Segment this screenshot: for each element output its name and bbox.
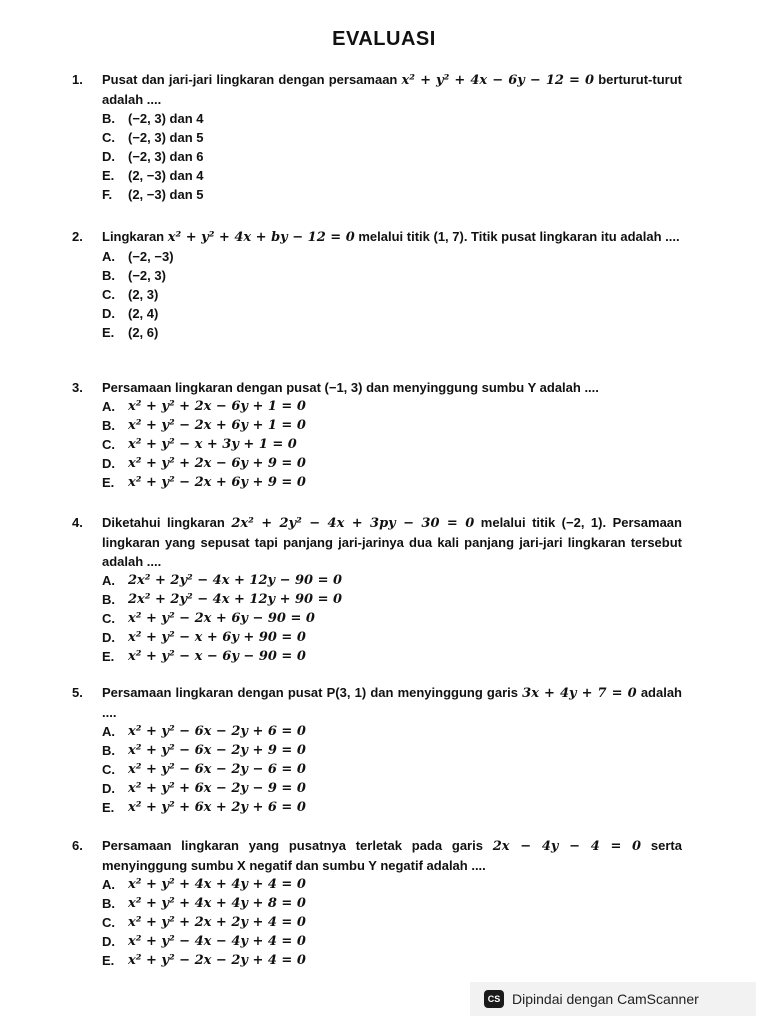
option-text: x² + y² + 6x − 2y − 9 = 0	[128, 781, 306, 796]
option-letter: D.	[102, 630, 115, 645]
option-text: x² + y² − 4x − 4y + 4 = 0	[128, 934, 306, 949]
option-text: x² + y² + 6x + 2y + 6 = 0	[128, 800, 306, 815]
option-text: 2x² + 2y² − 4x + 12y + 90 = 0	[128, 592, 343, 607]
option-text: x² + y² − 2x + 6y + 9 = 0	[128, 475, 306, 490]
option-text: x² + y² + 2x − 6y + 9 = 0	[128, 456, 306, 471]
option-letter: F.	[102, 187, 113, 202]
option-text: x² + y² − 2x − 2y + 4 = 0	[128, 953, 306, 968]
question-text-segment: berturut-turut adalah ....	[102, 72, 682, 107]
option-text: (2, 4)	[128, 306, 159, 321]
option-text: x² + y² − x + 3y + 1 = 0	[128, 437, 297, 452]
question-number: 1.	[72, 72, 83, 87]
option-text: (−2, 3) dan 6	[128, 149, 204, 164]
option-text: x² + y² + 2x + 2y + 4 = 0	[128, 915, 306, 930]
option-text: x² + y² − 2x + 6y − 90 = 0	[128, 611, 315, 626]
option-text: x² + y² − 6x − 2y − 6 = 0	[128, 762, 306, 777]
answer-option	[102, 894, 682, 913]
option-letter: A.	[102, 724, 115, 739]
option-letter: C.	[102, 915, 115, 930]
question-text-segment: melalui titik (1, 7). Titik pusat lingkaran itu adalah ....	[354, 229, 680, 244]
option-text: x² + y² − 6x − 2y + 6 = 0	[128, 724, 306, 739]
option-letter: C.	[102, 611, 115, 626]
question-text	[102, 836, 682, 875]
option-text: x² + y² + 4x + 4y + 8 = 0	[128, 896, 306, 911]
option-letter: C.	[102, 130, 115, 145]
question-2	[72, 227, 682, 342]
option-text: (2, 3)	[128, 287, 159, 302]
answer-option	[102, 609, 682, 628]
question-equation: 2x² + 2y² − 4x + 3py − 30 = 0	[231, 516, 475, 531]
watermark-label: Dipindai dengan CamScanner	[512, 991, 699, 1007]
question-text-segment: Lingkaran	[102, 229, 168, 244]
answer-option	[102, 109, 682, 128]
option-letter: D.	[102, 781, 115, 796]
question-text	[102, 513, 682, 571]
question-text	[102, 378, 682, 397]
answer-option	[102, 185, 682, 204]
page-title: EVALUASI	[332, 28, 436, 50]
option-letter: A.	[102, 877, 115, 892]
answer-option	[102, 416, 682, 435]
option-letter: A.	[102, 399, 115, 414]
question-text-segment: Pusat dan jari-jari lingkaran dengan persamaan	[102, 72, 402, 87]
option-letter: E.	[102, 168, 115, 183]
answer-option	[102, 913, 682, 932]
answer-option	[102, 760, 682, 779]
option-text: 2x² + 2y² − 4x + 12y − 90 = 0	[128, 573, 343, 588]
answer-option	[102, 722, 682, 741]
option-text: x² + y² − 6x − 2y + 9 = 0	[128, 743, 306, 758]
option-text: (2, 6)	[128, 325, 159, 340]
answer-option	[102, 285, 682, 304]
option-letter: A.	[102, 573, 115, 588]
answer-option	[102, 779, 682, 798]
option-text: (−2, 3) dan 5	[128, 130, 204, 145]
question-5	[72, 683, 682, 817]
question-4	[72, 513, 682, 666]
answer-option	[102, 166, 682, 185]
answer-option	[102, 951, 682, 970]
answer-option	[102, 647, 682, 666]
question-number: 2.	[72, 229, 83, 244]
question-number: 3.	[72, 380, 83, 395]
question-text-segment: Persamaan lingkaran dengan pusat P(3, 1) dan menyinggung garis	[102, 685, 523, 700]
answer-option	[102, 932, 682, 951]
option-letter: E.	[102, 325, 115, 340]
question-equation: x² + y² + 4x − 6y − 12 = 0	[401, 73, 595, 88]
question-number: 6.	[72, 838, 83, 853]
question-text	[102, 227, 682, 247]
answer-option	[102, 304, 682, 323]
option-text: (−2, 3) dan 4	[128, 111, 204, 126]
option-letter: B.	[102, 592, 115, 607]
answer-option	[102, 875, 682, 894]
option-text: x² + y² − x + 6y + 90 = 0	[128, 630, 306, 645]
option-letter: C.	[102, 287, 115, 302]
answer-option	[102, 266, 682, 285]
option-letter: B.	[102, 418, 115, 433]
question-equation: 3x + 4y + 7 = 0	[522, 686, 637, 701]
option-letter: B.	[102, 896, 115, 911]
option-text: (−2, 3)	[128, 268, 166, 283]
answer-option	[102, 571, 682, 590]
question-text-segment: serta menyinggung sumbu X negatif dan sumbu Y negatif adalah ....	[102, 838, 682, 873]
answer-option	[102, 128, 682, 147]
answer-option	[102, 473, 682, 492]
option-letter: C.	[102, 437, 115, 452]
option-letter: B.	[102, 111, 115, 126]
option-letter: D.	[102, 934, 115, 949]
option-letter: D.	[102, 149, 115, 164]
camscanner-watermark	[470, 982, 756, 1016]
answer-option	[102, 628, 682, 647]
option-text: x² + y² + 2x − 6y + 1 = 0	[128, 399, 306, 414]
option-text: (2, −3) dan 5	[128, 187, 204, 202]
option-letter: A.	[102, 249, 115, 264]
answer-option	[102, 323, 682, 342]
question-text-segment: Persamaan lingkaran yang pusatnya terletak pada garis	[102, 838, 493, 853]
answer-option	[102, 247, 682, 266]
option-text: x² + y² + 4x + 4y + 4 = 0	[128, 877, 306, 892]
answer-option	[102, 590, 682, 609]
answer-option	[102, 454, 682, 473]
question-1	[72, 70, 682, 204]
option-letter: D.	[102, 456, 115, 471]
question-text-segment: adalah ....	[102, 685, 682, 720]
question-text-segment: melalui titik (−2, 1). Persamaan lingkaran yang sepusat tapi panjang jari-jarinya dua kali panjang jari-jari lingkaran tersebut adalah ....	[102, 515, 682, 569]
option-text: (2, −3) dan 4	[128, 168, 204, 183]
answer-option	[102, 147, 682, 166]
question-equation: 2x − 4y − 4 = 0	[492, 839, 642, 854]
option-letter: B.	[102, 268, 115, 283]
camscanner-logo-icon: CS	[484, 990, 504, 1008]
question-text	[102, 70, 682, 109]
question-text	[102, 683, 682, 722]
option-letter: D.	[102, 306, 115, 321]
question-number: 4.	[72, 515, 83, 530]
option-letter: C.	[102, 762, 115, 777]
question-3	[72, 378, 682, 492]
question-6	[72, 836, 682, 970]
option-text: x² + y² − 2x + 6y + 1 = 0	[128, 418, 306, 433]
question-number: 5.	[72, 685, 83, 700]
option-letter: E.	[102, 475, 115, 490]
option-letter: B.	[102, 743, 115, 758]
option-letter: E.	[102, 649, 115, 664]
question-text-segment: Persamaan lingkaran dengan pusat (−1, 3) dan menyinggung sumbu Y adalah ....	[102, 380, 599, 395]
answer-option	[102, 798, 682, 817]
answer-option	[102, 435, 682, 454]
option-text: (−2, −3)	[128, 249, 174, 264]
option-letter: E.	[102, 953, 115, 968]
question-text-segment: Diketahui lingkaran	[102, 515, 232, 530]
question-equation: x² + y² + 4x + by − 12 = 0	[167, 230, 355, 245]
option-letter: E.	[102, 800, 115, 815]
option-text: x² + y² − x − 6y − 90 = 0	[128, 649, 306, 664]
answer-option	[102, 397, 682, 416]
answer-option	[102, 741, 682, 760]
